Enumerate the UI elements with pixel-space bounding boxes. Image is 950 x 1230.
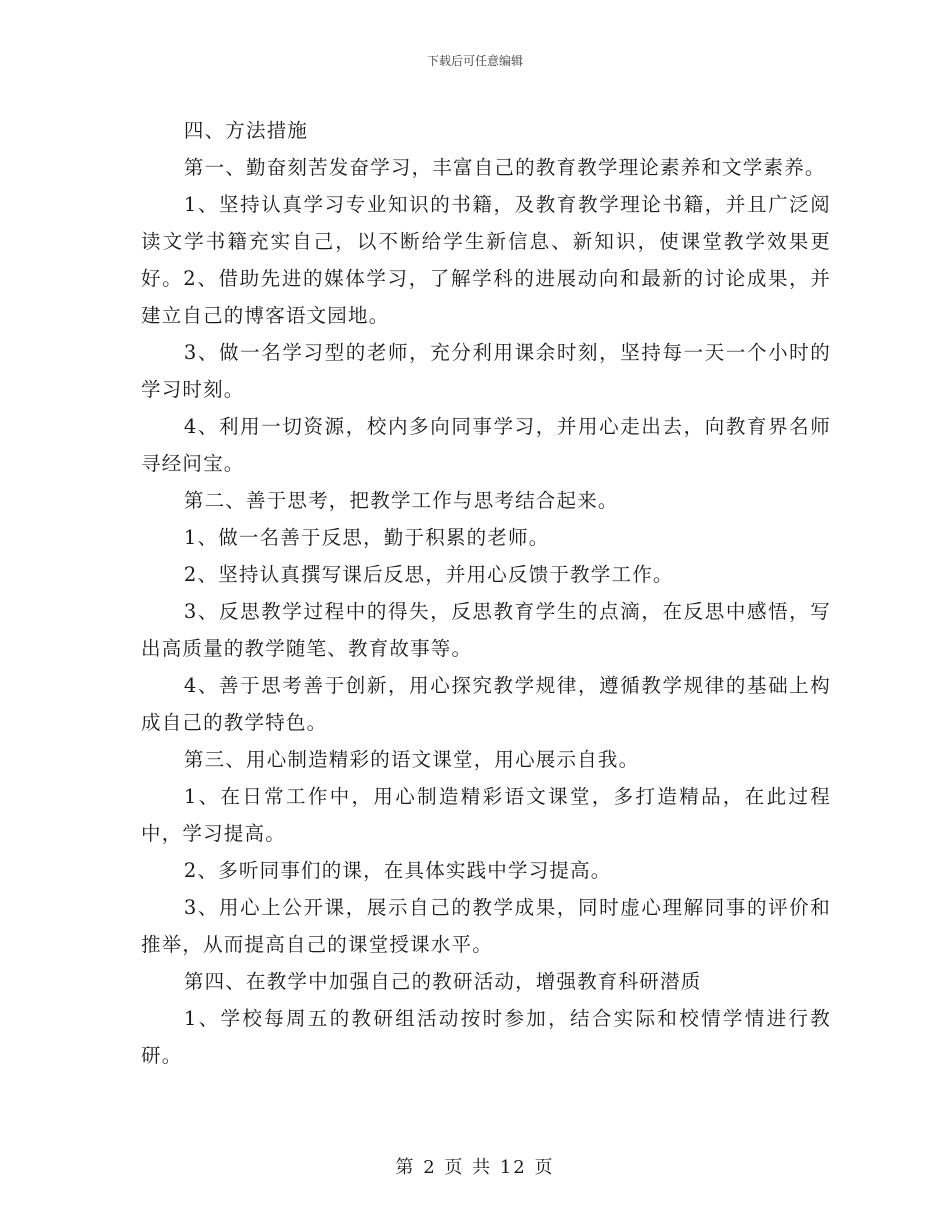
document-body	[141, 112, 831, 1074]
paragraph: 1、学校每周五的教研组活动按时参加，结合实际和校情学情进行教研。	[141, 1007, 831, 1067]
paragraph: 1、坚持认真学习专业知识的书籍，及教育教学理论书籍，并且广泛阅读文学书籍充实自己，以不断给学生新信息、新知识，使课堂教学效果更好。2、借助先进的媒体学习，了解学科的进展动向和最新的讨论成果，并建立自己的博客语文园地。	[141, 193, 831, 327]
paragraph: 第二、善于思考，把教学工作与思考结合起来。	[183, 489, 619, 512]
paragraph: 1、在日常工作中，用心制造精彩语文课堂，多打造精品，在此过程中，学习提高。	[141, 785, 831, 845]
paragraph: 1、做一名善于反思，勤于积累的老师。	[183, 526, 550, 549]
page-header-note: 下载后可任意编辑	[426, 54, 523, 68]
paragraph: 2、多听同事们的课，在具体实践中学习提高。	[183, 859, 612, 882]
paragraph: 第三、用心制造精彩的语文课堂，用心展示自我。	[183, 748, 640, 771]
paragraph: 3、反思教学过程中的得失，反思教育学生的点滴，在反思中感悟，写出高质量的教学随笔、教育故事等。	[141, 600, 831, 660]
paragraph: 3、用心上公开课，展示自己的教学成果，同时虚心理解同事的评价和推举，从而提高自己的课堂授课水平。	[141, 896, 831, 956]
section-heading-methods: 四、方法措施	[183, 119, 309, 142]
paragraph: 2、坚持认真撰写课后反思，并用心反馈于教学工作。	[183, 563, 674, 586]
paragraph: 第四、在教学中加强自己的教研活动，增强教育科研潜质	[183, 970, 702, 993]
paragraph: 第一、勤奋刻苦发奋学习，丰富自己的教育教学理论素养和文学素养。	[183, 156, 826, 179]
paragraph: 4、利用一切资源，校内多向同事学习，并用心走出去，向教育界名师寻经问宝。	[141, 415, 831, 475]
paragraph: 3、做一名学习型的老师，充分利用课余时刻，坚持每一天一个小时的学习时刻。	[141, 341, 831, 401]
page-number: 第 2 页 共 12 页	[395, 1157, 555, 1178]
paragraph: 4、善于思考善于创新，用心探究教学规律，遵循教学规律的基础上构成自己的教学特色。	[141, 674, 831, 734]
